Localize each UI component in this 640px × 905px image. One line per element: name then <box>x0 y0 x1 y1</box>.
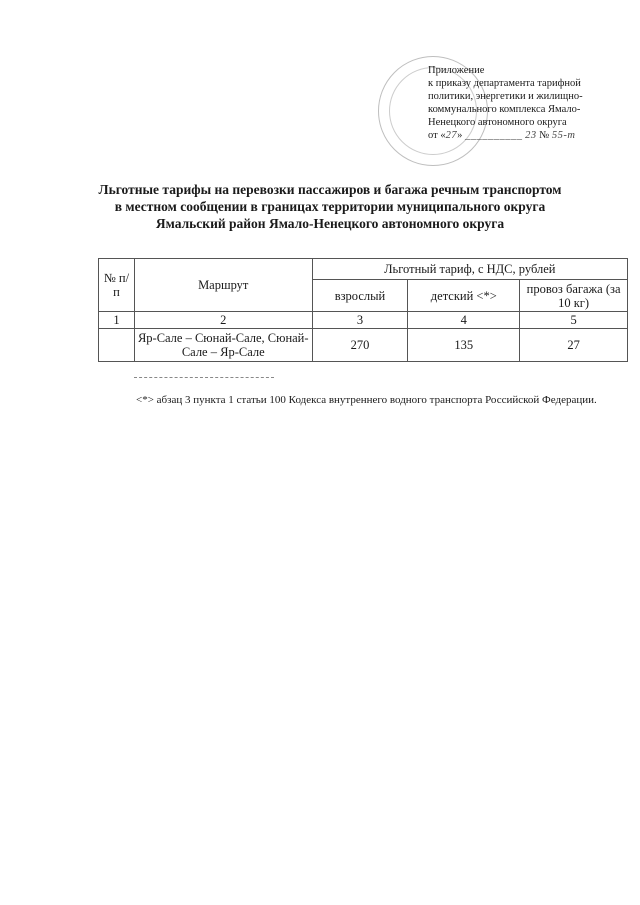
date-mid: » <box>457 130 463 141</box>
title-line: Льготные тарифы на перевозки пассажиров и багажа речным транспортом <box>98 182 562 197</box>
annex-header <box>428 64 628 142</box>
header-adult: взрослый <box>312 280 408 312</box>
annex-date-line <box>428 129 628 142</box>
table-header-row <box>99 259 628 280</box>
annex-line: политики, энергетики и жилищно- <box>428 91 583 102</box>
annex-line: к приказу департамента тарифной <box>428 78 581 89</box>
footnote-separator <box>134 377 274 378</box>
row-adult: 270 <box>312 329 408 362</box>
date-year: 23 <box>525 130 537 141</box>
index-cell: 3 <box>312 312 408 329</box>
footnote: <*> абзац 3 пункта 1 статьи 100 Кодекса внутреннего водного транспорта Российской Федерации. <box>136 394 597 406</box>
annex-line: Ненецкого автономного округа <box>428 117 567 128</box>
index-cell: 4 <box>408 312 520 329</box>
header-child: детский <*> <box>408 280 520 312</box>
row-num <box>99 329 135 362</box>
date-day: 27 <box>445 130 458 141</box>
header-tariff-group: Льготный тариф, с НДС, рублей <box>312 259 627 280</box>
title-line: Ямальский район Ямало-Ненецкого автономного округа <box>155 216 505 231</box>
index-cell: 5 <box>520 312 628 329</box>
row-child: 135 <box>408 329 520 362</box>
index-cell: 1 <box>99 312 135 329</box>
row-route: Яр-Сале – Сюнай-Сале, Сюнай-Сале – Яр-Сале <box>134 329 312 362</box>
row-baggage: 27 <box>520 329 628 362</box>
document-title <box>40 181 620 232</box>
date-month-handwritten: __________ <box>464 130 523 141</box>
number-value: 55-т <box>551 130 576 141</box>
title-line: в местном сообщении в границах территории муниципального округа <box>114 199 546 214</box>
number-label: № <box>539 130 550 141</box>
tariff-table <box>98 258 628 362</box>
table-index-row <box>99 312 628 329</box>
date-prefix: от « <box>428 130 446 141</box>
header-num: № п/п <box>99 259 135 312</box>
header-route: Маршрут <box>134 259 312 312</box>
annex-line: коммунального комплекса Ямало- <box>428 104 581 115</box>
index-cell: 2 <box>134 312 312 329</box>
annex-line: Приложение <box>428 65 485 76</box>
header-baggage: провоз багажа (за 10 кг) <box>520 280 628 312</box>
table-row <box>99 329 628 362</box>
